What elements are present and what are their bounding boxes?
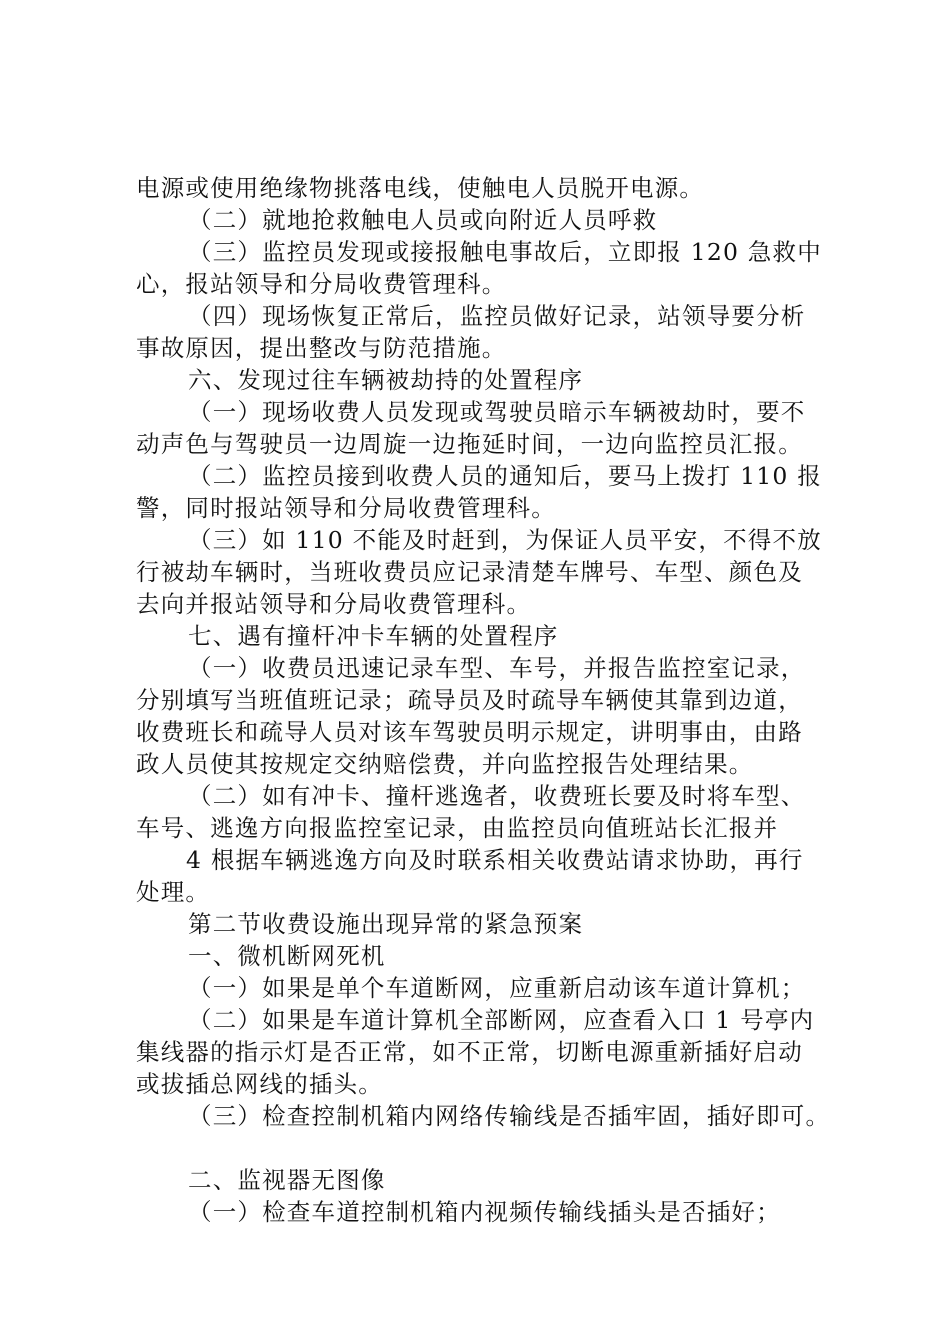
text-line: 车号、逃逸方向报监控室记录，由监控员向值班站长汇报并 — [136, 814, 779, 842]
text-line: 行被劫车辆时，当班收费员应记录清楚车牌号、车型、颜色及 — [136, 558, 803, 586]
section-heading: 二、监视器无图像 — [188, 1166, 386, 1194]
text-line: 分别填写当班值班记录；疏导员及时疏导车辆使其靠到边道， — [136, 686, 803, 714]
text-line: （二）监控员接到收费人员的通知后，要马上拨打 110 报 — [188, 462, 822, 490]
text-line: （一）检查车道控制机箱内视频传输线插头是否插好； — [188, 1198, 781, 1226]
text-line: 动声色与驾驶员一边周旋一边拖延时间，一边向监控员汇报。 — [136, 430, 803, 458]
text-line: （二）如有冲卡、撞杆逃逸者，收费班长要及时将车型、 — [188, 782, 806, 810]
text-line: 4 根据车辆逃逸方向及时联系相关收费站请求协助，再行 — [186, 846, 804, 874]
text-line: 事故原因，提出整改与防范措施。 — [136, 334, 507, 362]
text-line: （二）如果是车道计算机全部断网，应查看入口 1 号亭内 — [188, 1006, 815, 1034]
text-line: 处理。 — [136, 878, 211, 906]
text-line: （一）现场收费人员发现或驾驶员暗示车辆被劫时，要不 — [188, 398, 806, 426]
text-line: 或拔插总网线的插头。 — [136, 1070, 383, 1098]
section-heading: 六、发现过往车辆被劫持的处置程序 — [188, 366, 584, 394]
text-line: 集线器的指示灯是否正常，如不正常，切断电源重新插好启动 — [136, 1038, 803, 1066]
text-line: （四）现场恢复正常后，监控员做好记录，站领导要分析 — [188, 302, 806, 330]
text-line: （二）就地抢救触电人员或向附近人员呼救 — [188, 206, 658, 234]
text-line: 政人员使其按规定交纳赔偿费，并向监控报告处理结果。 — [136, 750, 754, 778]
text-line: 收费班长和疏导人员对该车驾驶员明示规定，讲明事由，由路 — [136, 718, 803, 746]
text-line: 警，同时报站领导和分局收费管理科。 — [136, 494, 556, 522]
section-heading: 第二节收费设施出现异常的紧急预案 — [188, 910, 584, 938]
text-line: 电源或使用绝缘物挑落电线，使触电人员脱开电源。 — [136, 174, 705, 202]
text-line: 去向并报站领导和分局收费管理科。 — [136, 590, 532, 618]
text-line: 心，报站领导和分局收费管理科。 — [136, 270, 507, 298]
text-line: （一）如果是单个车道断网，应重新启动该车道计算机； — [188, 974, 806, 1002]
text-line: （三）如 110 不能及时赶到，为保证人员平安，不得不放 — [188, 526, 822, 554]
text-line: （一）收费员迅速记录车型、车号，并报告监控室记录， — [188, 654, 806, 682]
section-heading: 一、微机断网死机 — [188, 942, 386, 970]
text-line: （三）监控员发现或接报触电事故后，立即报 120 急救中 — [188, 238, 822, 266]
text-line: （三）检查控制机箱内网络传输线是否插牢固，插好即可。 — [188, 1102, 831, 1130]
section-heading: 七、遇有撞杆冲卡车辆的处置程序 — [188, 622, 559, 650]
